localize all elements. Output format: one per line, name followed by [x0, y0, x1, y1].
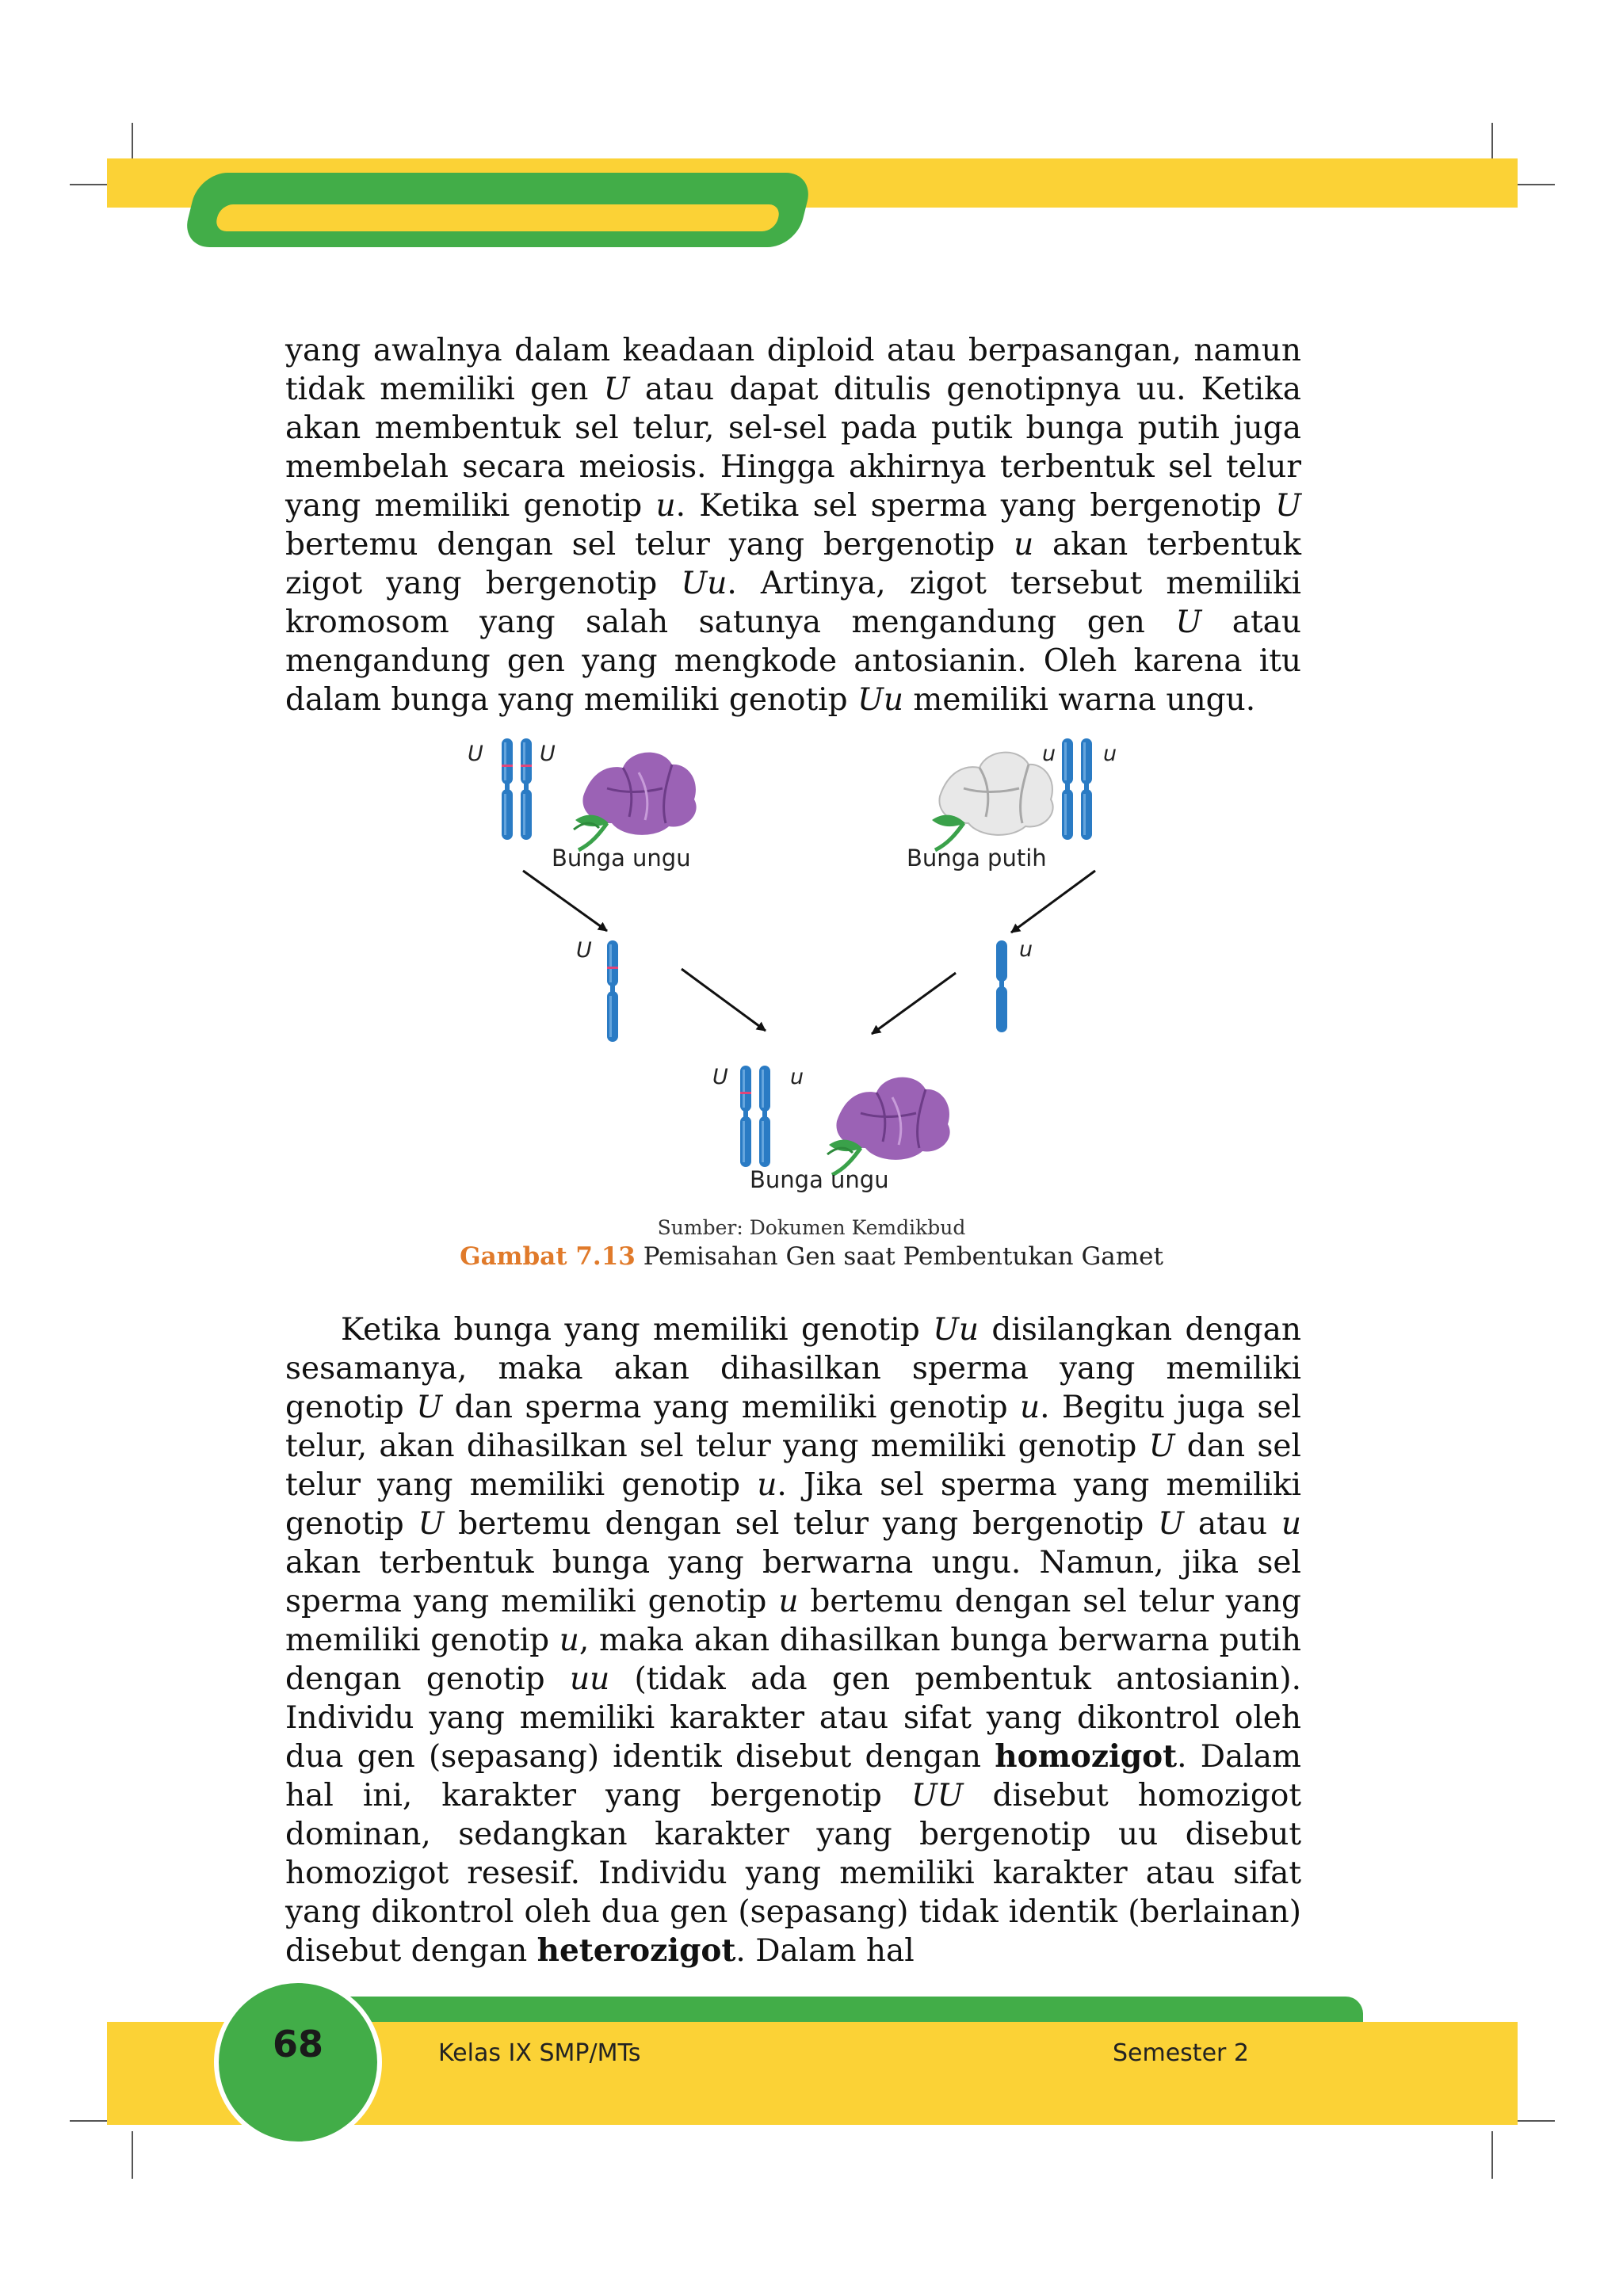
label-parent-right-name: Bunga putih: [907, 845, 1047, 871]
arrow-gamete-right-to-offspring: [872, 973, 956, 1034]
purple-flower-icon: [827, 1077, 950, 1175]
gamete-right-chromosome: [996, 940, 1007, 1032]
footer-semester: Semester 2: [1113, 2039, 1249, 2067]
figure-caption: [333, 1242, 1290, 1271]
arrow-parent-right-to-gamete: [1011, 871, 1095, 933]
page-number: 68: [272, 2023, 323, 2065]
label-gamete-left: U: [576, 938, 592, 963]
label-offspring-allele-2: u: [790, 1065, 804, 1089]
arrow-gamete-left-to-offspring: [682, 969, 766, 1031]
footer-book-title: Kelas IX SMP/MTs: [438, 2039, 641, 2067]
label-offspring-allele-1: U: [712, 1065, 728, 1089]
label-parent-left-name: Bunga ungu: [552, 845, 691, 871]
figure-caption-number: Gambat 7.13: [460, 1242, 636, 1271]
crop-mark: [132, 2131, 133, 2179]
white-flower-icon: [932, 753, 1053, 850]
offspring-chromosomes: [740, 1066, 770, 1167]
label-gamete-right: u: [1019, 937, 1033, 962]
label-parent-right-allele-1: u: [1042, 742, 1056, 766]
parent-left-chromosomes: [502, 738, 532, 840]
gamete-left-chromosome: [607, 940, 618, 1042]
body-paragraph-1: yang awalnya dalam keadaan diploid atau berpasangan, namun tidak memiliki gen U atau dapat ditulis genotipnya uu. Ketika akan membentuk sel telur, sel-sel pada putik bunga putih juga membelah secara meiosis. Hingga akhirnya terbentuk sel telur yang memiliki genotip u. Ketika sel sperma yang bergenotip U bertemu dengan sel telur yang bergenotip u akan terbentuk zigot yang bergenotip Uu. Artinya, zigot tersebut memiliki kromosom yang salah satunya mengandung gen U atau mengandung gen yang mengkode antosianin. Oleh karena itu dalam bunga yang memiliki genotip Uu memiliki warna ungu.: [285, 333, 1301, 718]
arrow-parent-left-to-gamete: [523, 871, 607, 931]
purple-flower-icon: [574, 753, 697, 850]
crop-mark: [1491, 2131, 1493, 2179]
body-paragraph-2: Ketika bunga yang memiliki genotip Uu disilangkan dengan sesamanya, maka akan dihasilkan sperma yang memiliki genotip U dan sperma yang memiliki genotip u. Begitu juga sel telur, akan dihasilkan sel telur yang memiliki genotip U dan sel telur yang memiliki genotip u. Jika sel sperma yang memiliki genotip U bertemu dengan sel telur yang bergenotip U atau u akan terbentuk bunga yang berwarna ungu. Namun, jika sel sperma yang memiliki genotip u bertemu dengan sel telur yang memiliki genotip u, maka akan dihasilkan bunga berwarna putih dengan genotip uu (tidak ada gen pembentuk antosianin). Individu yang memiliki karakter atau sifat yang dikontrol oleh dua gen (sepasang) identik disebut dengan homozigot. Dalam hal ini, karakter yang bergenotip UU disebut homozigot dominan, sedangkan karakter yang bergenotip uu disebut homozigot resesif. Individu yang memiliki karakter atau sifat yang dikontrol oleh dua gen (sepasang) tidak identik (berlainan) disebut dengan heterozigot. Dalam hal: [285, 1312, 1302, 1969]
label-parent-right-allele-2: u: [1103, 742, 1117, 766]
label-parent-left-allele-2: U: [540, 742, 556, 766]
figure-source: Sumber: Dokumen Kemdikbud: [657, 1216, 966, 1239]
header-tab-inner: [214, 204, 781, 231]
label-offspring-name: Bunga ungu: [750, 1166, 889, 1193]
label-parent-left-allele-1: U: [468, 742, 483, 766]
figure-caption-text: Pemisahan Gen saat Pembentukan Gamet: [635, 1242, 1163, 1271]
figure-gene-separation: [444, 725, 1157, 1216]
parent-right-chromosomes: [1062, 738, 1092, 840]
